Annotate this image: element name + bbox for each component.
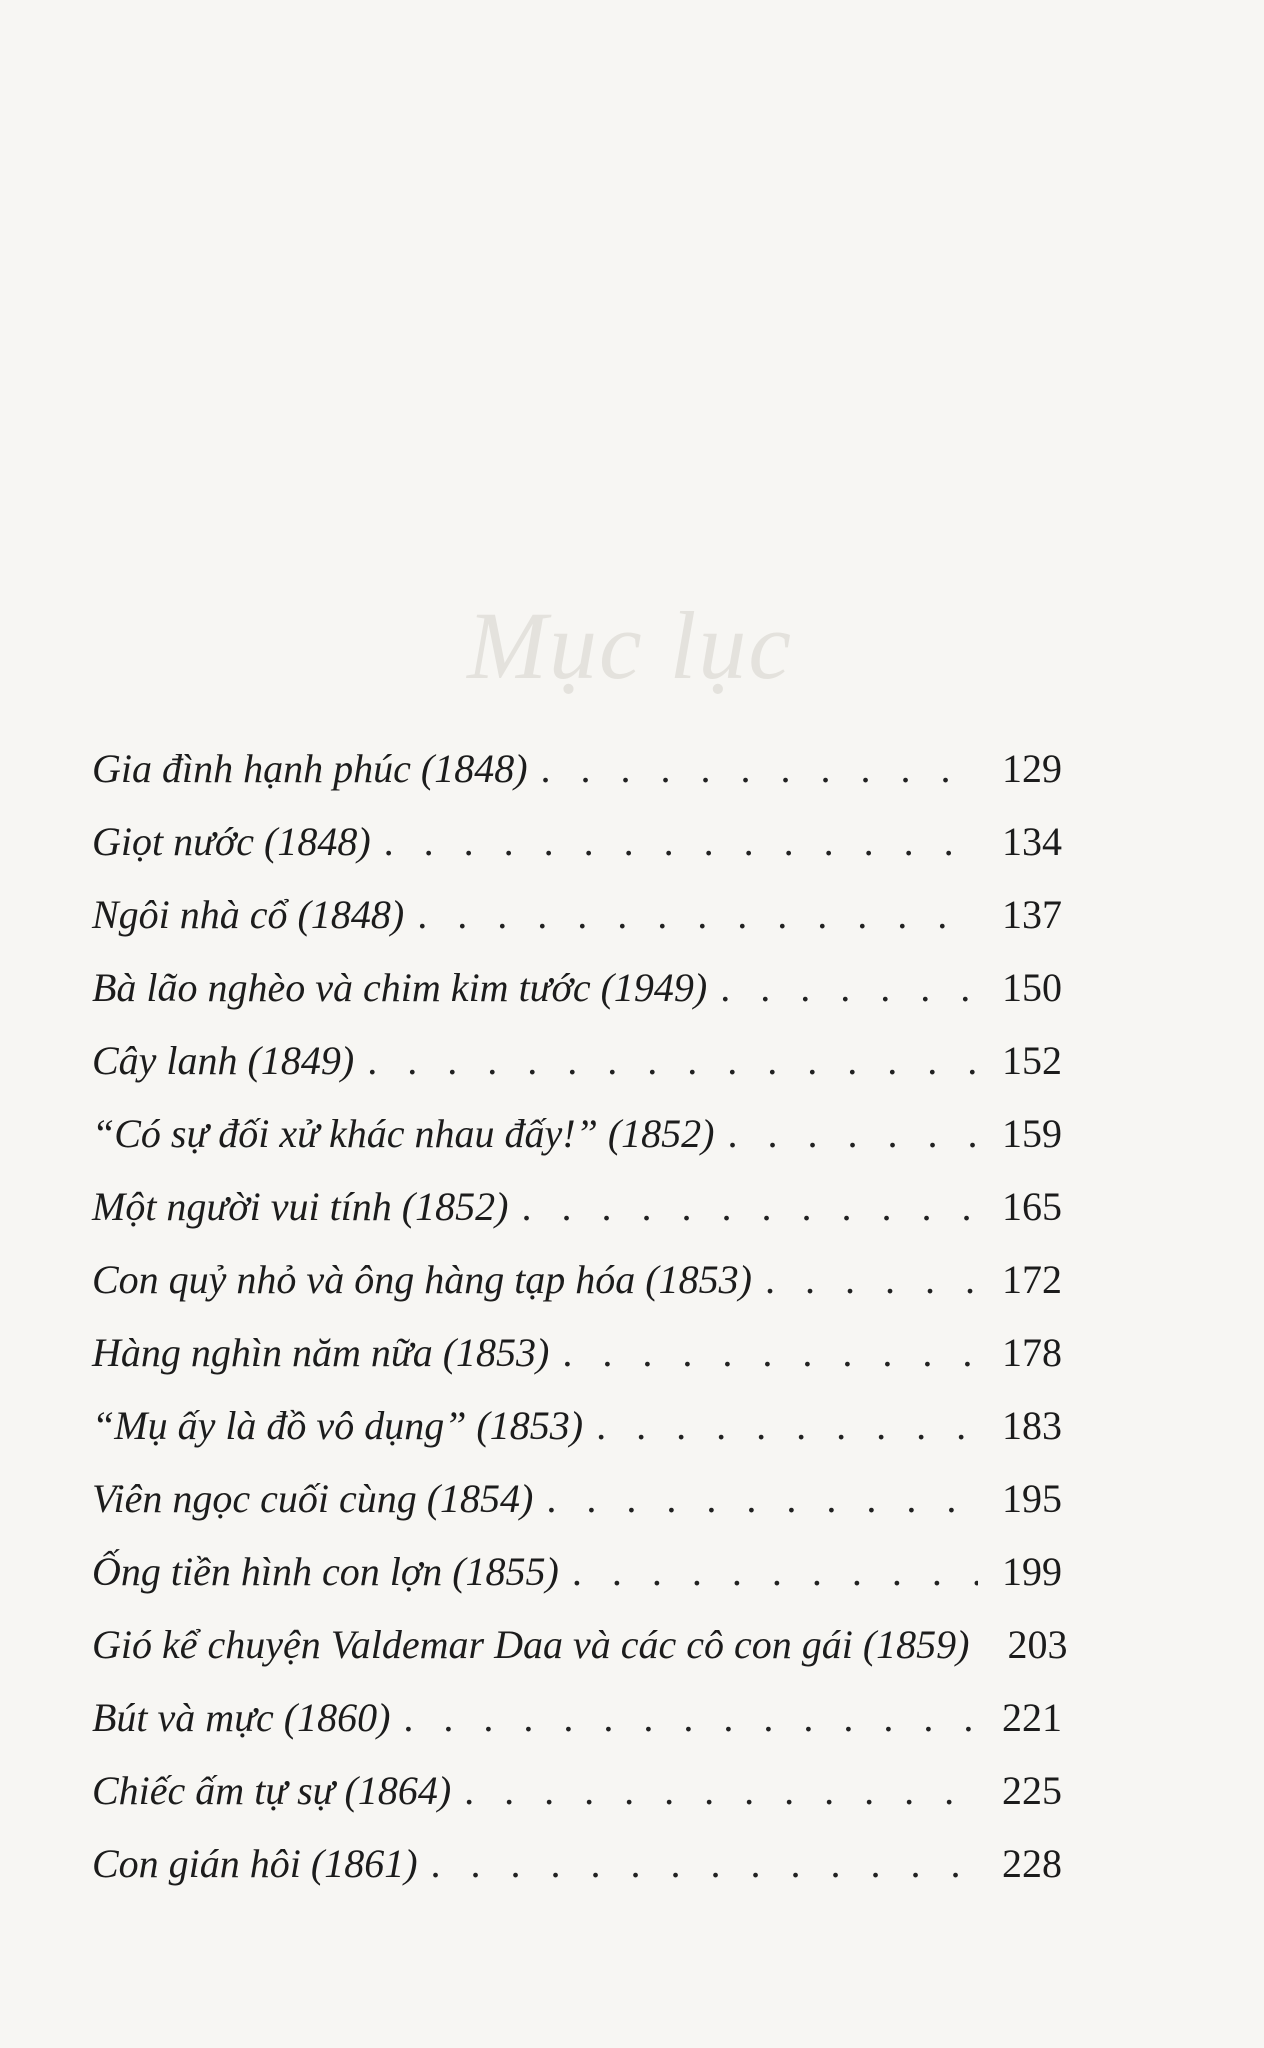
toc-entry — [92, 1475, 1062, 1548]
toc-entry-page: 183 — [1002, 1403, 1062, 1448]
toc-entry-title: Con gián hôi (1861) — [92, 1841, 418, 1886]
toc-entry-page: 203 — [1007, 1622, 1068, 1667]
dot-leader — [465, 1767, 978, 1814]
toc-entry — [92, 1840, 1062, 1913]
toc-entry — [92, 818, 1062, 891]
toc-entry-page: 129 — [1002, 746, 1062, 791]
dot-leader — [547, 1475, 978, 1522]
toc-entry-title: “Mụ ấy là đồ vô dụng” (1853) — [92, 1403, 584, 1448]
toc-entry — [92, 891, 1062, 964]
toc-entry-page: 178 — [1002, 1330, 1062, 1375]
dot-leader — [404, 1694, 978, 1741]
toc-entry-title: Giọt nước (1848) — [92, 819, 371, 864]
toc-entry — [92, 1183, 1062, 1256]
toc-entry-page: 134 — [1002, 819, 1062, 864]
toc-entry-title: Một người vui tính (1852) — [92, 1184, 509, 1229]
table-of-contents — [92, 745, 1068, 1913]
toc-entry-page: 228 — [1002, 1841, 1062, 1886]
toc-entry — [92, 1402, 1062, 1475]
toc-entry-title: Con quỷ nhỏ và ông hàng tạp hóa (1853) — [92, 1257, 752, 1302]
dot-leader — [766, 1256, 978, 1303]
dot-leader — [597, 1402, 978, 1449]
dot-leader — [432, 1840, 978, 1887]
toc-entry-title: Gió kể chuyện Valdemar Daa và các cô con gái (1859) — [92, 1622, 970, 1667]
toc-entry-page: 199 — [1002, 1549, 1062, 1594]
toc-entry-page: 150 — [1002, 965, 1062, 1010]
toc-entry-title: Bà lão nghèo và chim kim tước (1949) — [92, 965, 708, 1010]
dot-leader — [728, 1110, 978, 1157]
toc-entry-title: Viên ngọc cuối cùng (1854) — [92, 1476, 534, 1521]
toc-entry-title: Ống tiền hình con lợn (1855) — [92, 1549, 559, 1594]
dot-leader — [418, 891, 978, 938]
toc-entry — [92, 1548, 1062, 1621]
dot-leader — [385, 818, 978, 865]
dot-leader — [573, 1548, 978, 1595]
toc-entry — [92, 745, 1062, 818]
show-through-heading: Mục lục — [467, 592, 793, 699]
toc-entry — [92, 1767, 1062, 1840]
dot-leader — [542, 745, 978, 792]
toc-entry-title: Hàng nghìn năm nữa (1853) — [92, 1330, 550, 1375]
toc-entry-page: 152 — [1002, 1038, 1062, 1083]
dot-leader — [563, 1329, 978, 1376]
toc-entry — [92, 1621, 1068, 1694]
toc-entry-page: 137 — [1002, 892, 1062, 937]
toc-entry-page: 221 — [1002, 1695, 1062, 1740]
toc-entry — [92, 1110, 1062, 1183]
toc-entry — [92, 1037, 1062, 1110]
toc-entry — [92, 1694, 1062, 1767]
toc-entry-title: Bút và mực (1860) — [92, 1695, 391, 1740]
toc-entry-title: Cây lanh (1849) — [92, 1038, 355, 1083]
toc-entry-page: 172 — [1002, 1257, 1062, 1302]
toc-entry-page: 165 — [1002, 1184, 1062, 1229]
toc-entry — [92, 1329, 1062, 1402]
toc-entry-title: Gia đình hạnh phúc (1848) — [92, 746, 528, 791]
dot-leader — [522, 1183, 978, 1230]
toc-entry — [92, 1256, 1062, 1329]
dot-leader — [721, 964, 978, 1011]
toc-entry-title: “Có sự đối xử khác nhau đấy!” (1852) — [92, 1111, 715, 1156]
toc-entry — [92, 964, 1062, 1037]
toc-entry-page: 159 — [1002, 1111, 1062, 1156]
toc-entry-page: 195 — [1002, 1476, 1062, 1521]
toc-entry-title: Chiếc ấm tự sự (1864) — [92, 1768, 452, 1813]
dot-leader — [368, 1037, 978, 1084]
toc-entry-title: Ngôi nhà cổ (1848) — [92, 892, 405, 937]
toc-entry-page: 225 — [1002, 1768, 1062, 1813]
